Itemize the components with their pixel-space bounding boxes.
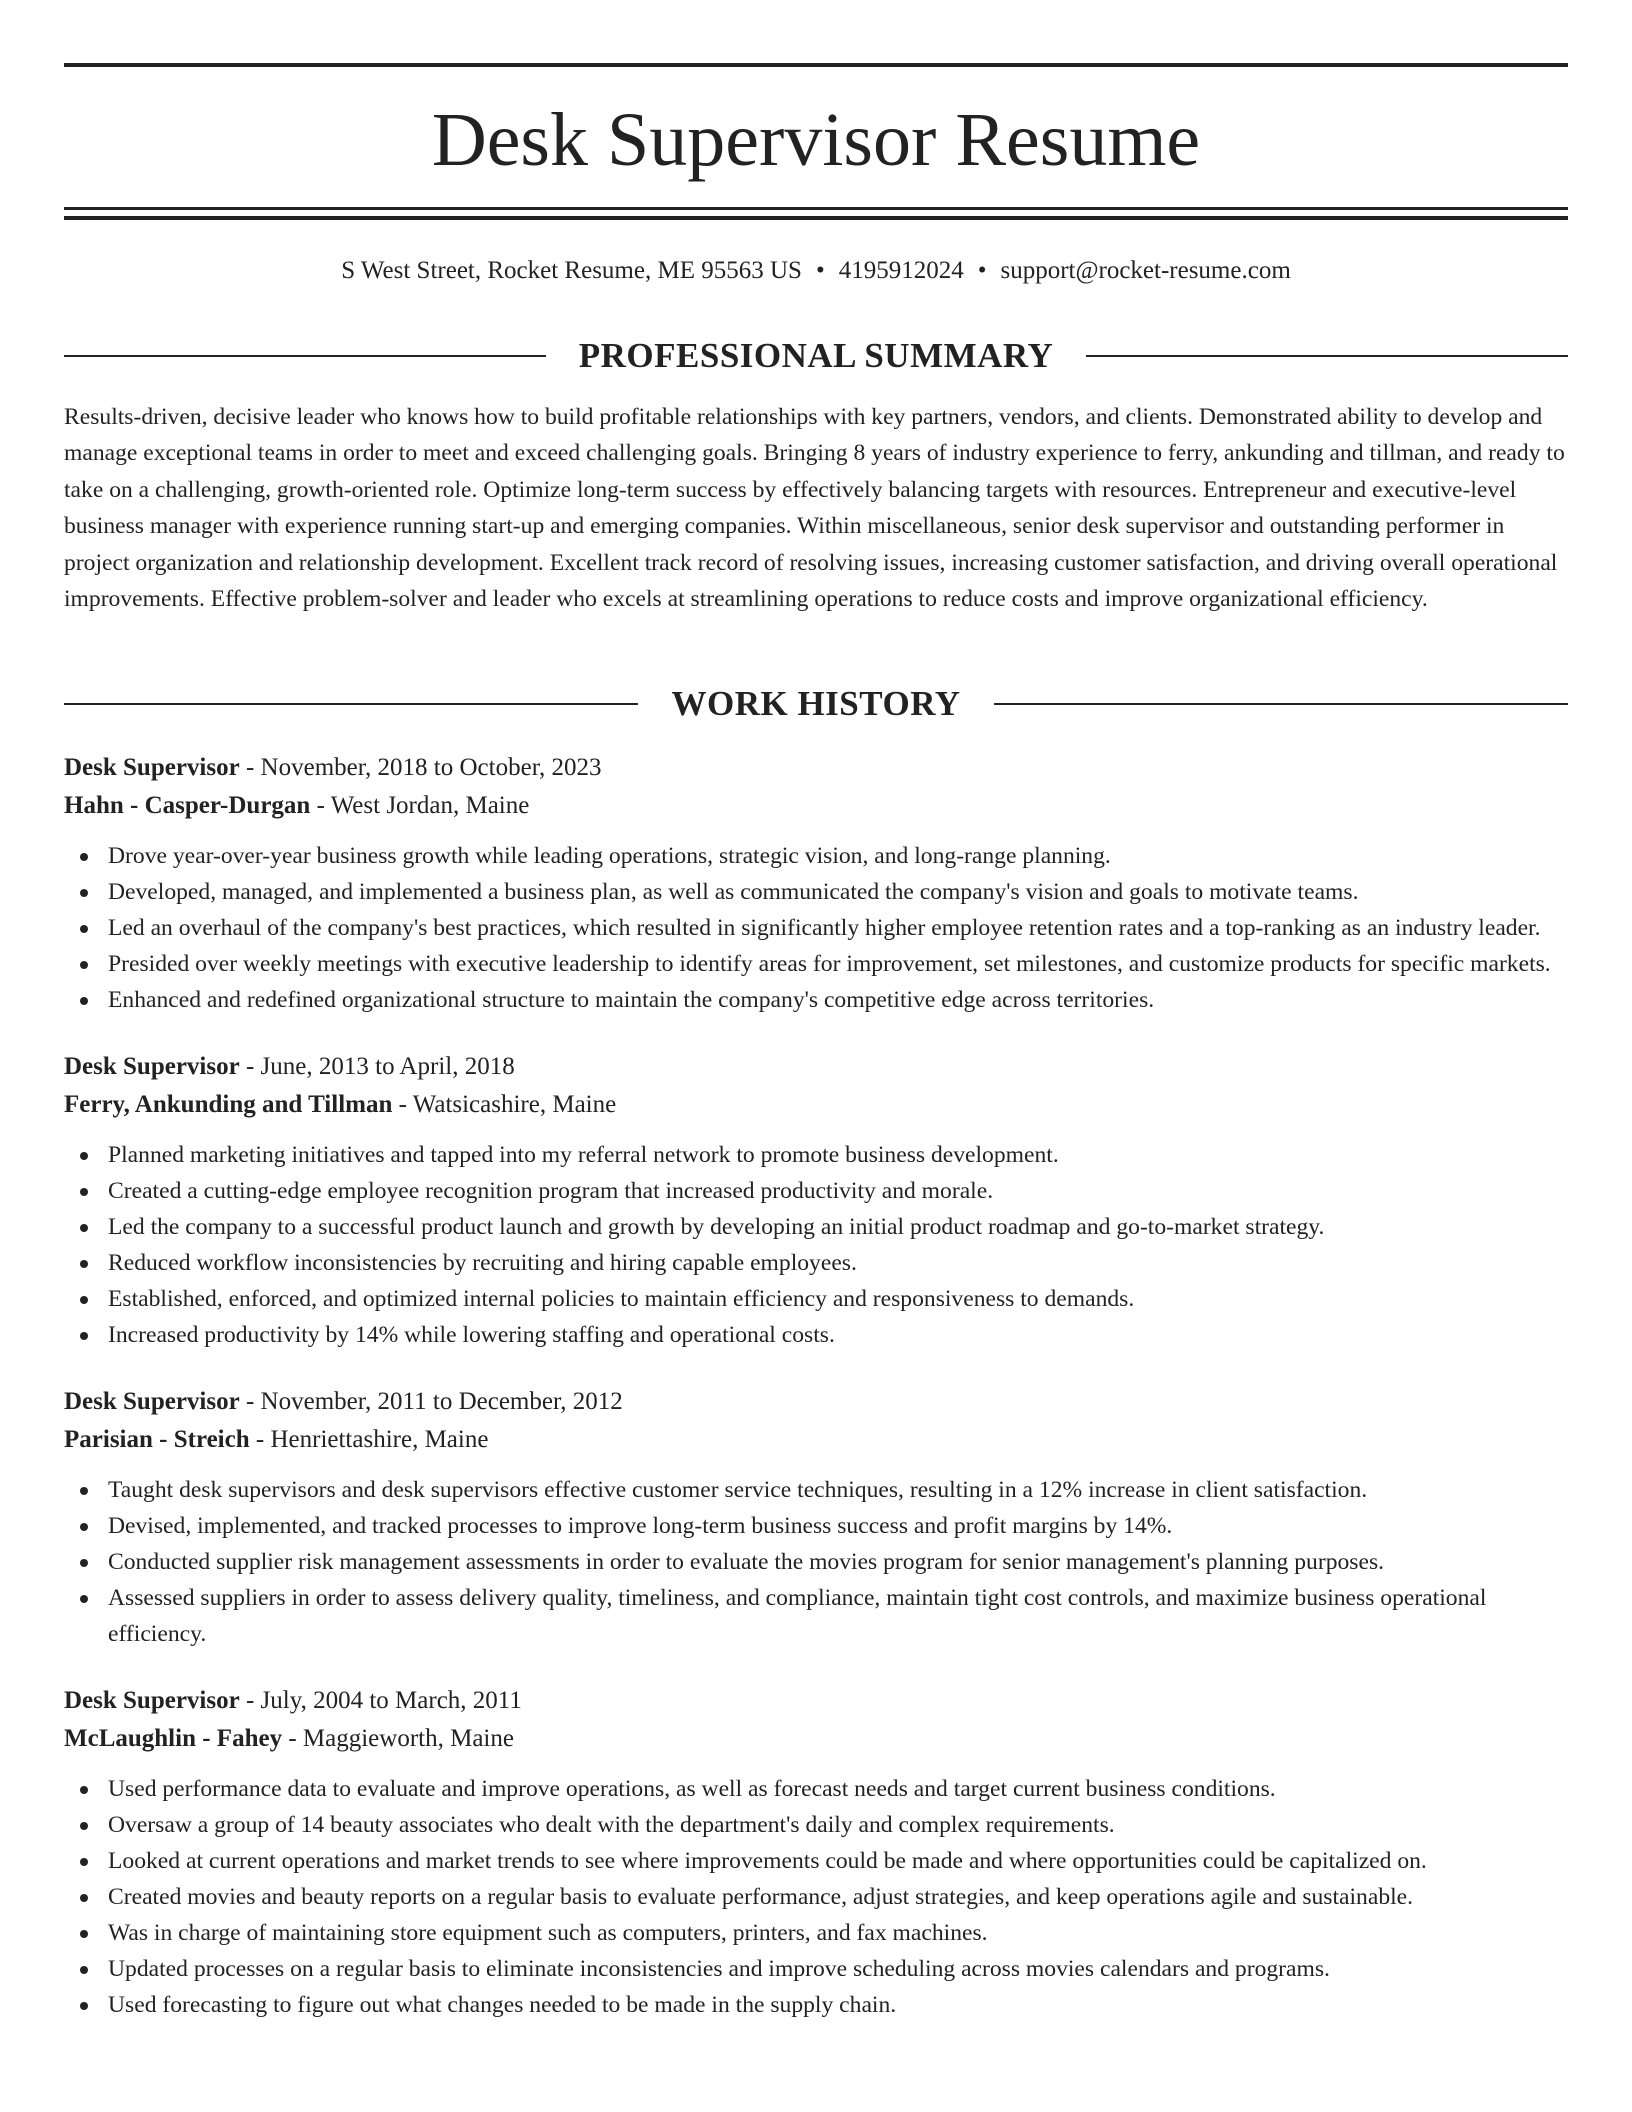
job-bullet-text: Assessed suppliers in order to assess delivery quality, timeliness, and compliance, maintain tight cost controls, and maximize business operational efficiency. [108, 1585, 1487, 1647]
job-title-line [64, 749, 1568, 787]
job-bullet [64, 910, 1568, 946]
job-bullet-text: Drove year-over-year business growth while leading operations, strategic vision, and long-range planning. [108, 843, 1111, 869]
job-dates: - July, 2004 to March, 2011 [239, 1687, 522, 1714]
job-title: Desk Supervisor [64, 754, 240, 781]
job-bullet-text: Updated processes on a regular basis to eliminate inconsistencies and improve scheduling across movies calendars and programs. [108, 1956, 1330, 1982]
job-bullet-text: Taught desk supervisors and desk supervisors effective customer service techniques, resulting in a 12% increase in client satisfaction. [108, 1477, 1368, 1503]
job-company: Parisian - Streich [64, 1426, 250, 1453]
contact-address: S West Street, Rocket Resume, ME 95563 US [341, 257, 802, 284]
job-bullet-text: Reduced workflow inconsistencies by recruiting and hiring capable employees. [108, 1250, 857, 1276]
job-bullet [64, 874, 1568, 910]
job-bullet [64, 1137, 1568, 1173]
job-title: Desk Supervisor [64, 1388, 240, 1415]
bullet-dot-icon [80, 1822, 88, 1830]
job-location: - Watsicashire, Maine [392, 1091, 617, 1118]
page-title: Desk Supervisor Resume [431, 98, 1201, 182]
bullet-dot-icon [80, 1930, 88, 1938]
section-rule-left [64, 355, 546, 357]
job-bullet-text: Presided over weekly meetings with executive leadership to identify areas for improvement, set milestones, and customize products for specific markets. [108, 951, 1551, 977]
section-rule-right [1086, 355, 1568, 357]
job-bullet-text: Led the company to a successful product launch and growth by developing an initial product roadmap and go-to-market strategy. [108, 1214, 1325, 1240]
job-dates: - November, 2018 to October, 2023 [239, 754, 602, 781]
contact-email: support@rocket-resume.com [1000, 257, 1291, 284]
resume-page [64, 0, 1568, 2112]
job-title-line [64, 1682, 1568, 1720]
summary-section-header [64, 334, 1568, 378]
job-bullet [64, 1544, 1568, 1580]
job-bullet-text: Used forecasting to figure out what changes needed to be made in the supply chain. [108, 1992, 897, 2018]
section-rule-right [994, 703, 1568, 705]
work-history-heading: WORK HISTORY [671, 684, 961, 723]
job-bullets [64, 838, 1568, 1018]
bullet-dot-icon [80, 1332, 88, 1340]
job-bullet [64, 1771, 1568, 1807]
job-bullet [64, 946, 1568, 982]
job-company: Hahn - Casper-Durgan [64, 792, 311, 819]
job-entry [64, 1682, 1568, 2023]
job-location: - Henriettashire, Maine [249, 1426, 489, 1453]
summary-heading: PROFESSIONAL SUMMARY [578, 336, 1054, 375]
bullet-dot-icon [80, 1296, 88, 1304]
job-title: Desk Supervisor [64, 1687, 240, 1714]
summary-text: Results-driven, decisive leader who knows how to build profitable relationships with key partners, vendors, and clients. Demonstrated ability to develop and manage exceptional teams in order to meet and exceed challenging goals. Bringing 8 years of industry experience to ferry, ankunding and tillman, and ready to take on a challenging, growth-oriented role. Optimize long-term success by effectively balancing targets with resources. Entrepreneur and executive-level business manager with experience running start-up and emerging companies. Within miscellaneous, senior desk supervisor and outstanding performer in project organization and relationship development. Excellent track record of resolving issues, increasing customer satisfaction, and driving overall operational improvements. Effective problem-solver and leader who excels at streamlining operations to reduce costs and improve organizational efficiency. [64, 404, 1565, 613]
job-bullet-text: Created movies and beauty reports on a regular basis to evaluate performance, adjust strategies, and keep operations agile and sustainable. [108, 1884, 1414, 1910]
job-bullets [64, 1137, 1568, 1353]
job-bullet [64, 982, 1568, 1018]
job-bullet-text: Devised, implemented, and tracked processes to improve long-term business success and profit margins by 14%. [108, 1513, 1173, 1539]
bullet-dot-icon [80, 1786, 88, 1794]
job-bullet-text: Created a cutting-edge employee recognition program that increased productivity and morale. [108, 1178, 994, 1204]
job-bullet-text: Was in charge of maintaining store equipment such as computers, printers, and fax machines. [108, 1920, 988, 1946]
bullet-dot-icon [80, 1858, 88, 1866]
bullet-dot-icon [80, 997, 88, 1005]
job-bullet [64, 1317, 1568, 1353]
job-entry [64, 749, 1568, 1018]
job-dates: - June, 2013 to April, 2018 [239, 1053, 515, 1080]
job-bullets [64, 1472, 1568, 1652]
job-dates: - November, 2011 to December, 2012 [239, 1388, 623, 1415]
bullet-dot-icon [80, 853, 88, 861]
bullet-dot-icon [80, 2002, 88, 2010]
title-double-rule [64, 207, 1568, 220]
job-bullet-text: Conducted supplier risk management assessments in order to evaluate the movies program for senior management's planning purposes. [108, 1549, 1385, 1575]
job-bullet [64, 1987, 1568, 2023]
job-location: - West Jordan, Maine [310, 792, 530, 819]
contact-separator: • [815, 257, 825, 284]
job-bullet [64, 1173, 1568, 1209]
section-rule-left [64, 703, 638, 705]
job-bullet [64, 1508, 1568, 1544]
contact-phone: 4195912024 [838, 257, 964, 284]
bullet-dot-icon [80, 1224, 88, 1232]
job-bullet-text: Established, enforced, and optimized internal policies to maintain efficiency and responsiveness to demands. [108, 1286, 1135, 1312]
job-bullet-text: Used performance data to evaluate and improve operations, as well as forecast needs and target current business conditions. [108, 1776, 1276, 1802]
bullet-dot-icon [80, 1523, 88, 1531]
job-company: Ferry, Ankunding and Tillman [64, 1091, 393, 1118]
bullet-dot-icon [80, 889, 88, 897]
job-bullet [64, 838, 1568, 874]
job-bullet [64, 1209, 1568, 1245]
work-history-section-header [64, 682, 1568, 726]
job-bullet [64, 1807, 1568, 1843]
job-company-line [64, 1086, 1568, 1124]
job-bullet-text: Enhanced and redefined organizational structure to maintain the company's competitive edge across territories. [108, 987, 1155, 1013]
job-bullet [64, 1472, 1568, 1508]
job-bullet-text: Oversaw a group of 14 beauty associates who dealt with the department's daily and complex requirements. [108, 1812, 1115, 1838]
job-company-line [64, 1421, 1568, 1459]
job-location: - Maggieworth, Maine [282, 1725, 514, 1752]
job-bullet-text: Planned marketing initiatives and tapped into my referral network to promote business development. [108, 1142, 1059, 1168]
bullet-dot-icon [80, 1595, 88, 1603]
bullet-dot-icon [80, 1559, 88, 1567]
job-bullet [64, 1281, 1568, 1317]
job-bullet [64, 1843, 1568, 1879]
bullet-dot-icon [80, 925, 88, 933]
bullet-dot-icon [80, 1966, 88, 1974]
job-company-line [64, 1720, 1568, 1758]
top-rule [64, 63, 1568, 67]
job-entry [64, 1383, 1568, 1652]
job-company-line [64, 787, 1568, 825]
job-bullet-text: Looked at current operations and market trends to see where improvements could be made and where opportunities could be capitalized on. [108, 1848, 1427, 1874]
job-entry [64, 1048, 1568, 1353]
job-title: Desk Supervisor [64, 1053, 240, 1080]
contact-line [64, 254, 1568, 288]
job-company: McLaughlin - Fahey [64, 1725, 283, 1752]
job-bullet-text: Increased productivity by 14% while lowering staffing and operational costs. [108, 1322, 835, 1348]
job-bullet [64, 1245, 1568, 1281]
bullet-dot-icon [80, 1894, 88, 1902]
bullet-dot-icon [80, 1487, 88, 1495]
job-bullet-text: Developed, managed, and implemented a business plan, as well as communicated the company's vision and goals to motivate teams. [108, 879, 1359, 905]
job-bullet [64, 1951, 1568, 1987]
job-bullets [64, 1771, 1568, 2023]
contact-separator: • [977, 257, 987, 284]
bullet-dot-icon [80, 1152, 88, 1160]
bullet-dot-icon [80, 1188, 88, 1196]
bullet-dot-icon [80, 1260, 88, 1268]
bullet-dot-icon [80, 961, 88, 969]
job-bullet [64, 1915, 1568, 1951]
work-history-list [64, 749, 1568, 2053]
job-title-line [64, 1383, 1568, 1421]
job-bullet-text: Led an overhaul of the company's best practices, which resulted in significantly higher employee retention rates and a top-ranking as an industry leader. [108, 915, 1541, 941]
job-title-line [64, 1048, 1568, 1086]
job-bullet [64, 1580, 1568, 1652]
job-bullet [64, 1879, 1568, 1915]
